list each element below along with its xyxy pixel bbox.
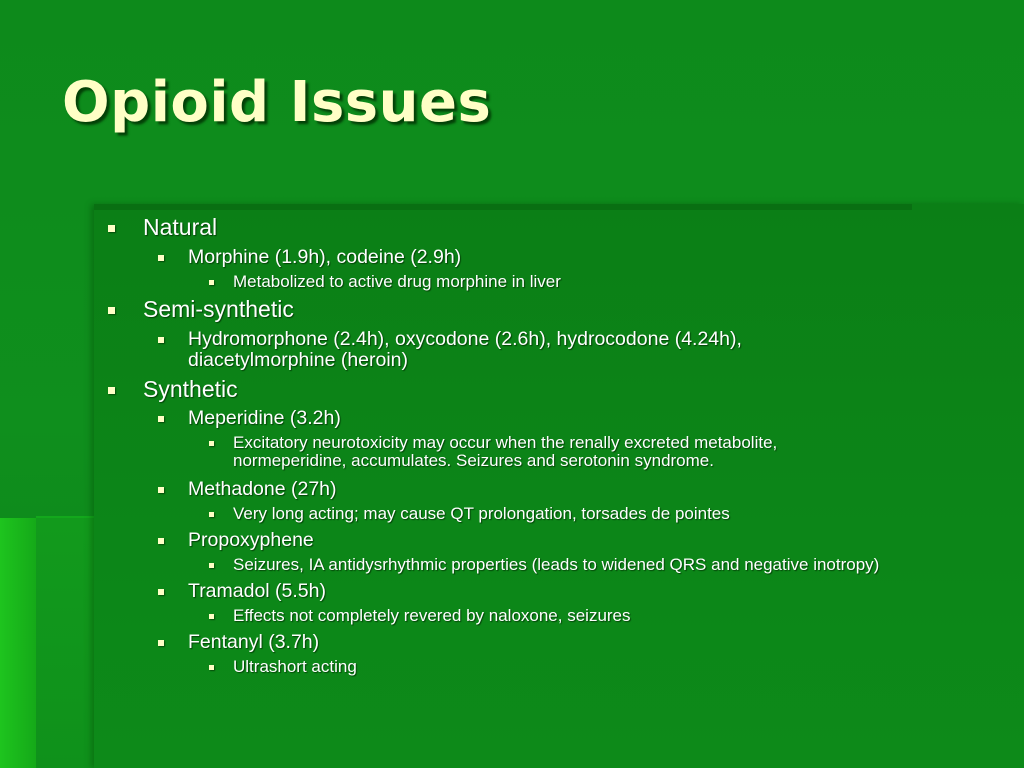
list-item-semi-synthetic (143, 297, 294, 322)
square-bullet-icon (108, 387, 115, 394)
list-item-propoxyphene-note (233, 556, 879, 574)
square-bullet-icon (108, 307, 115, 314)
list-item-meperidine-note (233, 434, 777, 471)
list-item-text: Effects not completely revered by naloxone, seizures (233, 606, 631, 625)
slide-title: Opioid Issues (62, 70, 492, 135)
list-item-text: Fentanyl (3.7h) (188, 631, 320, 653)
list-item-morphine-note (233, 273, 561, 291)
list-item-text: Methadone (27h) (188, 478, 337, 500)
list-item-fentanyl-note (233, 658, 357, 676)
list-item-hydromorphone (188, 329, 742, 371)
list-item-morphine (188, 247, 461, 268)
list-item-methadone-note (233, 505, 730, 523)
square-bullet-icon (158, 337, 164, 343)
list-item-text: Natural (143, 214, 218, 240)
list-item-text: Semi-synthetic (143, 296, 294, 322)
list-item-text-line-1: Hydromorphone (2.4h), oxycodone (2.6h), hydrocodone (4.24h), (188, 328, 742, 350)
list-item-natural (143, 215, 217, 240)
square-bullet-icon (158, 589, 164, 595)
square-bullet-icon (209, 563, 214, 568)
list-item-text: Synthetic (143, 376, 238, 402)
list-item-meperidine (188, 408, 341, 429)
list-item-text: Seizures, IA antidysrhythmic properties (leads to widened QRS and negative inotropy) (233, 555, 880, 574)
list-item-text: Propoxyphene (188, 529, 314, 551)
list-item-text-line-2: normeperidine, accumulates. Seizures and serotonin syndrome. (233, 451, 714, 471)
square-bullet-icon (209, 614, 214, 619)
list-item-text: Metabolized to active drug morphine in liver (233, 272, 561, 291)
square-bullet-icon (209, 512, 214, 517)
list-item-synthetic (143, 377, 238, 402)
square-bullet-icon (108, 225, 115, 232)
square-bullet-icon (158, 255, 164, 261)
square-bullet-icon (158, 416, 164, 422)
list-item-fentanyl (188, 632, 319, 653)
square-bullet-icon (158, 487, 164, 493)
square-bullet-icon (209, 280, 214, 285)
list-item-text: Morphine (1.9h), codeine (2.9h) (188, 246, 462, 268)
square-bullet-icon (158, 640, 164, 646)
list-item-methadone (188, 479, 337, 500)
list-item-propoxyphene (188, 530, 314, 551)
list-item-text-line-1: Excitatory neurotoxicity may occur when the renally excreted metabolite, (233, 433, 778, 452)
list-item-text: Very long acting; may cause QT prolongation, torsades de pointes (233, 504, 730, 523)
list-item-text-line-2: diacetylmorphine (heroin) (188, 349, 409, 372)
list-item-text: Meperidine (3.2h) (188, 407, 341, 429)
list-item-text: Ultrashort acting (233, 657, 357, 676)
square-bullet-icon (158, 538, 164, 544)
square-bullet-icon (209, 441, 214, 446)
list-item-tramadol-note (233, 607, 631, 625)
list-item-tramadol (188, 581, 326, 602)
square-bullet-icon (209, 665, 214, 670)
list-item-text: Tramadol (5.5h) (188, 580, 326, 602)
